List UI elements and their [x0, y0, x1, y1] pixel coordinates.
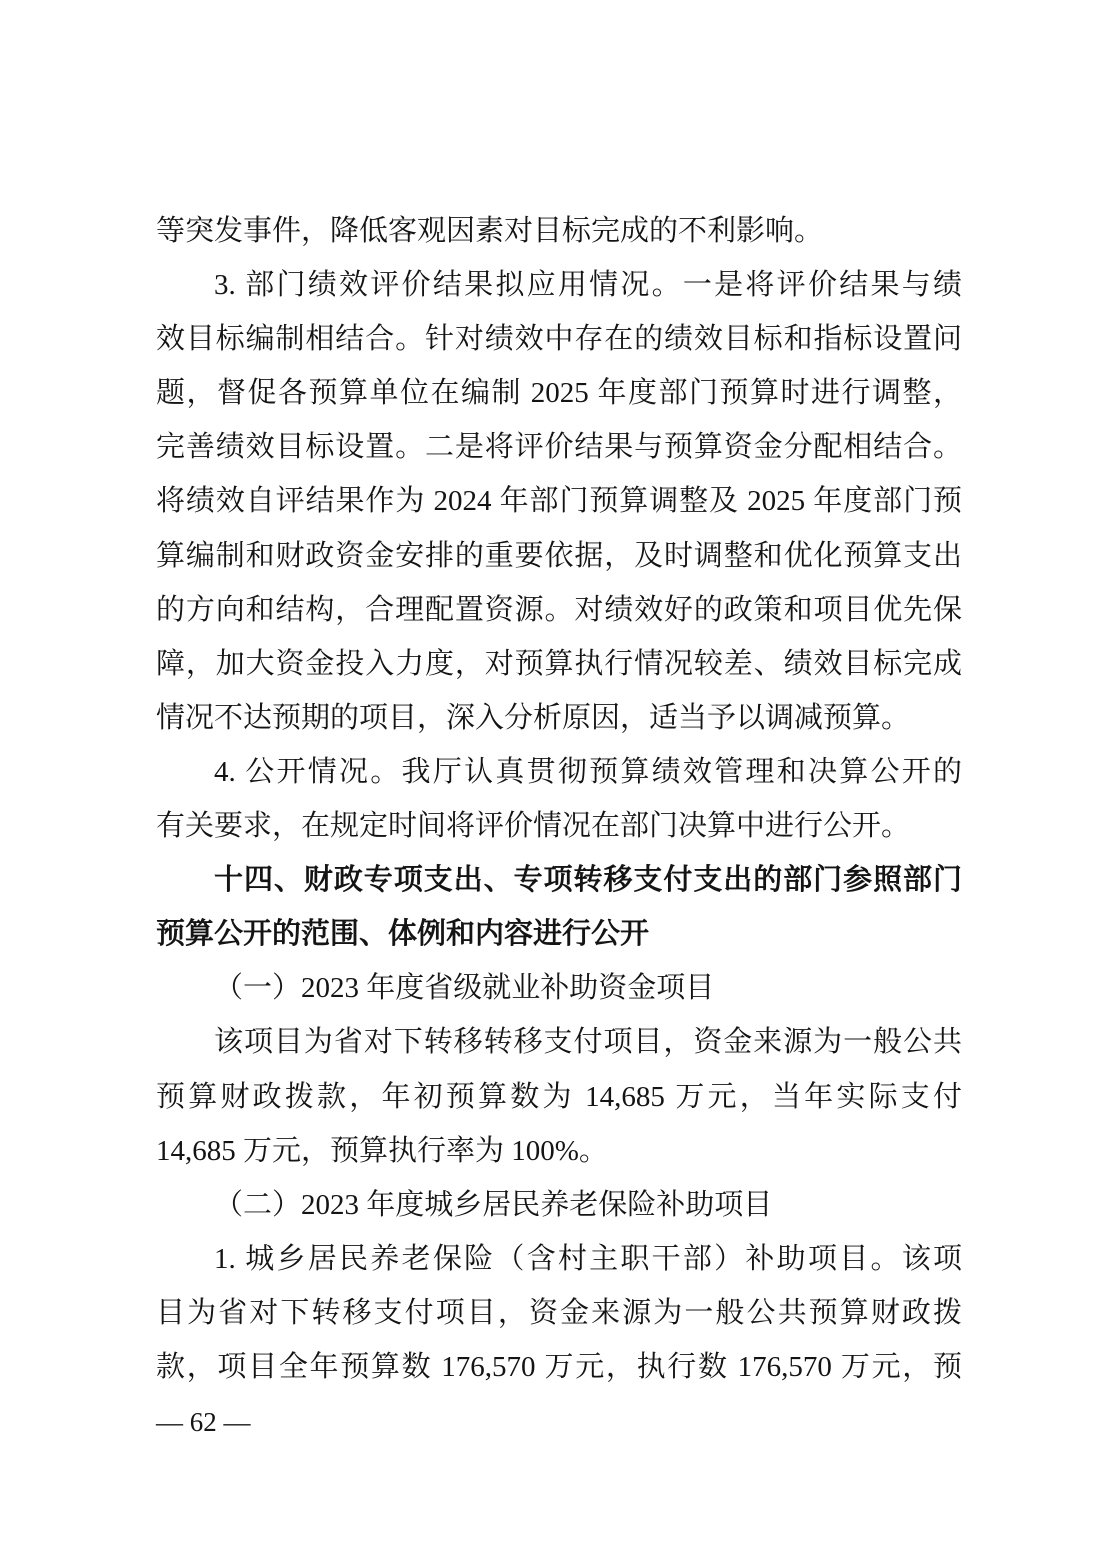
text-line-21: 目为省对下转移支付项目，资金来源为一般公共预算财政拨	[156, 1296, 962, 1329]
subsection-2-heading: （二）2023 年度城乡居民养老保险补助项目	[214, 1188, 773, 1221]
text-line-22: 款，项目全年预算数 176,570 万元，执行数 176,570 万元，预	[156, 1350, 962, 1383]
subsection-1-heading: （一）2023 年度省级就业补助资金项目	[214, 972, 715, 1005]
text-line-16: 该项目为省对下转移转移支付项目，资金来源为一般公共	[214, 1026, 962, 1059]
text-line-04: 题，督促各预算单位在编制 2025 年度部门预算时进行调整，	[156, 377, 962, 410]
text-line-07: 算编制和财政资金安排的重要依据，及时调整和优化预算支出	[156, 539, 962, 572]
para-3-start-line: 3. 部门绩效评价结果拟应用情况。一是将评价结果与绩	[214, 269, 962, 302]
text-line-05: 完善绩效目标设置。二是将评价结果与预算资金分配相结合。	[156, 431, 962, 464]
para-4-start-line: 4. 公开情况。我厅认真贯彻预算绩效管理和决算公开的	[214, 755, 962, 788]
text-line-01: 等突发事件，降低客观因素对目标完成的不利影响。	[156, 215, 824, 247]
text-line-03: 效目标编制相结合。针对绩效中存在的绩效目标和指标设置问	[156, 323, 962, 356]
text-line-17: 预算财政拨款，年初预算数为 14,685 万元，当年实际支付	[156, 1080, 962, 1113]
section-14-heading-line-1: 十四、财政专项支出、专项转移支付支出的部门参照部门	[214, 864, 962, 897]
document-text	[156, 204, 962, 1394]
text-line-06: 将绩效自评结果作为 2024 年部门预算调整及 2025 年度部门预	[156, 485, 962, 518]
text-line-12: 有关要求，在规定时间将评价情况在部门决算中进行公开。	[156, 810, 911, 843]
section-14-heading-line-2: 预算公开的范围、体例和内容进行公开	[156, 918, 650, 951]
text-line-08: 的方向和结构，合理配置资源。对绩效好的政策和项目优先保	[156, 593, 962, 626]
page-number: — 62 —	[156, 1407, 251, 1437]
text-line-20: 1. 城乡居民养老保险（含村主职干部）补助项目。该项	[214, 1242, 962, 1275]
text-line-09: 障，加大资金投入力度，对预算执行情况较差、绩效目标完成	[156, 647, 962, 680]
text-line-18: 14,685 万元，预算执行率为 100%。	[156, 1134, 608, 1167]
page-footer	[156, 1402, 251, 1442]
text-line-10: 情况不达预期的项目，深入分析原因，适当予以调减预算。	[156, 701, 911, 734]
